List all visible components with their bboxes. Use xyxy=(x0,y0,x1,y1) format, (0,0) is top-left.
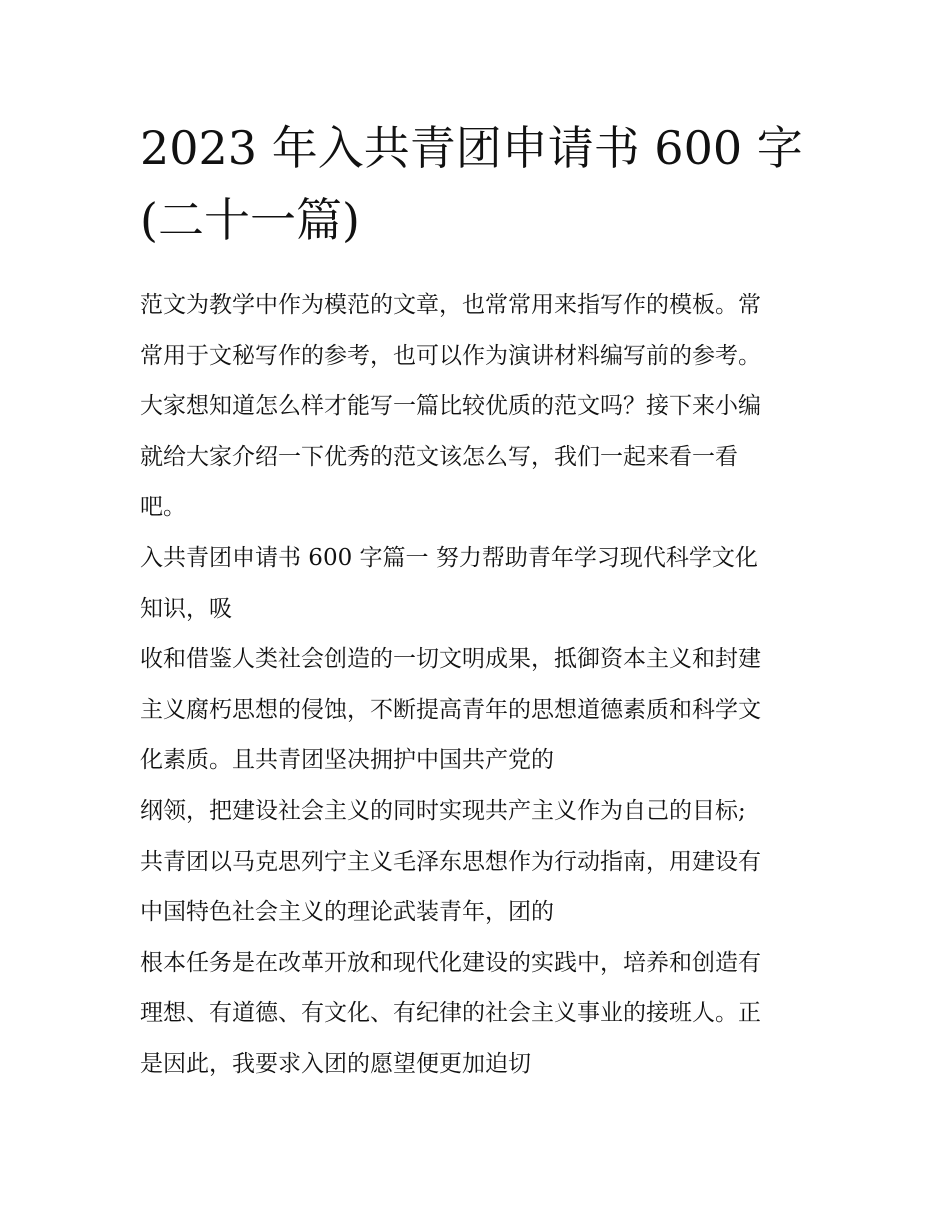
text-line: 共青团以马克思列宁主义毛泽东思想作为行动指南，用建设有 xyxy=(140,848,761,875)
text-line: 化素质。且共青团坚决拥护中国共产党的 xyxy=(140,747,554,774)
text-line: 吧。 xyxy=(140,494,186,521)
text-line: 大家想知道怎么样才能写一篇比较优质的范文吗？接下来小编 xyxy=(140,393,761,420)
text-line: 收和借鉴人类社会创造的一切文明成果，抵御资本主义和封建 xyxy=(140,646,761,673)
title-line-1: 2023 年入共青团申请书 600 字 xyxy=(140,121,803,175)
text-line: 常用于文秘写作的参考，也可以作为演讲材料编写前的参考。 xyxy=(140,342,761,369)
text-line: 主义腐朽思想的侵蚀，不断提高青年的思想道德素质和科学文 xyxy=(140,696,761,723)
page-title xyxy=(140,112,840,256)
text-line: 是因此，我要求入团的愿望便更加迫切 xyxy=(140,1050,531,1077)
text-line: 范文为教学中作为模范的文章，也常常用来指写作的模板。常 xyxy=(140,292,761,318)
text-line: 根本任务是在改革开放和现代化建设的实践中，培养和创造有 xyxy=(140,949,761,976)
text-line: 纲领，把建设社会主义的同时实现共产主义作为自己的目标; xyxy=(140,797,746,824)
text-line: 知识，吸 xyxy=(140,595,232,622)
title-line-2: (二十一篇) xyxy=(140,193,360,247)
text-line: 就给大家介绍一下优秀的范文该怎么写，我们一起来看一看 xyxy=(140,443,738,470)
document-body xyxy=(140,280,830,1090)
text-line: 中国特色社会主义的理论武装青年，团的 xyxy=(140,899,554,926)
text-line: 入共青团申请书 600 字篇一 努力帮助青年学习现代科学文化 xyxy=(140,544,758,571)
text-line: 理想、有道德、有文化、有纪律的社会主义事业的接班人。正 xyxy=(140,1000,761,1027)
